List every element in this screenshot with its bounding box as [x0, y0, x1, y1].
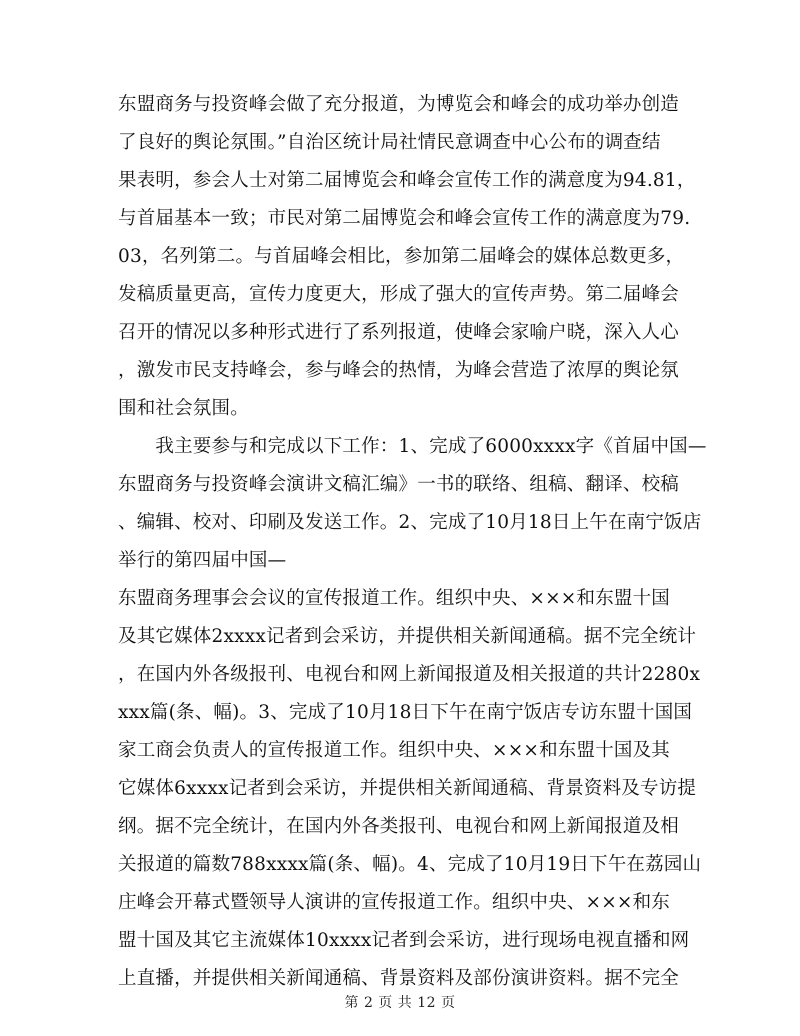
text-line: 庄峰会开幕式暨领导人演讲的宣传报道工作。组织中央、×××和东	[118, 892, 671, 913]
text-line: 东盟商务理事会会议的宣传报道工作。组织中央、×××和东盟十国	[118, 588, 671, 609]
text-line: 召开的情况以多种形式进行了系列报道，使峰会家喻户晓，深入人心	[118, 322, 680, 343]
text-line: 我主要参与和完成以下工作：1、完成了6000xxxx字《首届中国—	[118, 436, 707, 457]
text-line: 与首届基本一致；市民对第二届博览会和峰会宣传工作的满意度为79.	[118, 208, 691, 229]
text-line: ，激发市民支持峰会，参与峰会的热情，为峰会营造了浓厚的舆论氛	[118, 360, 680, 381]
text-line: 果表明，参会人士对第二届博览会和峰会宣传工作的满意度为94.81，	[118, 170, 696, 191]
text-line: 它媒体6xxxx记者到会采访，并提供相关新闻通稿、背景资料及专访提	[118, 778, 697, 799]
text-line: 纲。据不完全统计，在国内外各类报刊、电视台和网上新闻报道及相	[118, 816, 680, 837]
text-line: 东盟商务与投资峰会演讲文稿汇编》一书的联络、组稿、翻译、校稿	[118, 474, 680, 495]
text-line: 关报道的篇数788xxxx篇(条、幅)。4、完成了10月19日下午在荔园山	[118, 854, 702, 875]
text-line: 03，名列第二。与首届峰会相比，参加第二届峰会的媒体总数更多，	[118, 246, 685, 267]
text-line: 举行的第四届中国—	[118, 550, 287, 571]
text-line: 东盟商务与投资峰会做了充分报道，为博览会和峰会的成功举办创造	[118, 94, 680, 115]
text-line: 家工商会负责人的宣传报道工作。组织中央、×××和东盟十国及其	[118, 740, 671, 761]
text-line: 上直播，并提供相关新闻通稿、背景资料及部份演讲资料。据不完全	[118, 968, 680, 989]
text-line: ，在国内外各级报刊、电视台和网上新闻报道及相关报道的共计2280x	[118, 664, 701, 685]
text-line: xxx篇(条、幅)。3、完成了10月18日下午在南宁饭店专访东盟十国国	[118, 702, 693, 723]
text-line: 发稿质量更高，宣传力度更大，形成了强大的宣传声势。第二届峰会	[118, 284, 680, 305]
text-line: 围和社会氛围。	[118, 398, 249, 419]
text-line: 盟十国及其它主流媒体10xxxx记者到会采访，进行现场电视直播和网	[118, 930, 690, 951]
text-line: 及其它媒体2xxxx记者到会采访，并提供相关新闻通稿。据不完全统计	[118, 626, 697, 647]
text-line: 了良好的舆论氛围。”自治区统计局社情民意调查中心公布的调查结	[118, 132, 661, 153]
page-number-footer: 第 2 页 共 12 页	[344, 995, 456, 1011]
text-line: 、编辑、校对、印刷及发送工作。2、完成了10月18日上午在南宁饭店	[118, 512, 702, 533]
